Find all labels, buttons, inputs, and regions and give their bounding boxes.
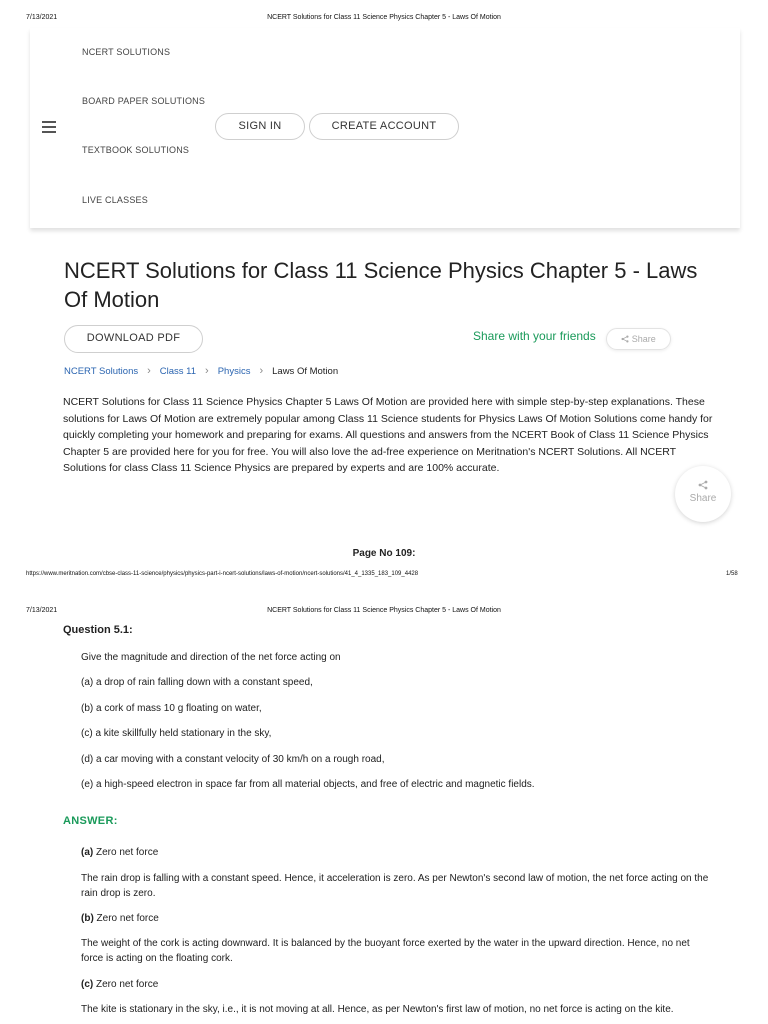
answer-b-heading	[81, 911, 711, 926]
answer-a-heading	[81, 845, 711, 860]
print-footer-page: 1/58	[726, 571, 738, 577]
chevron-right-icon: ›	[205, 365, 209, 377]
question-line: (e) a high-speed electron in space far from all material objects, and free of electric and magnetic fields.	[81, 779, 535, 790]
nav-link-live-classes[interactable]: LIVE CLASSES	[82, 195, 148, 205]
answer-b-text: The weight of the cork is acting downward. It is balanced by the buoyant force exerted by the water in the upward direction. Hence, no net force is acting on the floating cork.	[81, 938, 690, 964]
question-line: (d) a car moving with a constant velocity of 30 km/h on a rough road,	[81, 754, 385, 765]
breadcrumb-current: Laws Of Motion	[272, 365, 339, 377]
floating-share-label: Share	[689, 493, 717, 504]
download-pdf-button[interactable]: DOWNLOAD PDF	[64, 325, 203, 353]
page-number-heading: Page No 109:	[352, 548, 416, 559]
answer-a-label: (a)	[81, 847, 94, 858]
breadcrumb	[64, 365, 338, 377]
print-date: 7/13/2021	[26, 607, 58, 614]
print-title: NCERT Solutions for Class 11 Science Physics Chapter 5 - Laws Of Motion	[267, 607, 501, 614]
nav-link-textbook-solutions[interactable]: TEXTBOOK SOLUTIONS	[82, 145, 190, 155]
breadcrumb-class-11[interactable]: Class 11	[159, 365, 197, 377]
print-date: 7/13/2021	[26, 14, 58, 21]
answer-c-label: (c)	[81, 979, 94, 990]
chevron-right-icon: ›	[147, 365, 151, 377]
nav-link-ncert-solutions[interactable]: NCERT SOLUTIONS	[82, 47, 171, 57]
page-title: NCERT Solutions for Class 11 Science Physics Chapter 5 - Laws Of Motion	[64, 258, 698, 312]
answer-c-head: Zero net force	[93, 979, 159, 990]
answer-label: ANSWER:	[63, 815, 118, 827]
create-account-button[interactable]: CREATE ACCOUNT	[309, 113, 459, 140]
question-line: (b) a cork of mass 10 g floating on water,	[81, 703, 262, 714]
question-line: (a) a drop of rain falling down with a constant speed,	[81, 677, 313, 688]
print-footer-url: https://www.meritnation.com/cbse-class-11-science/physics/physics-part-i-ncert-solutions/laws-of-motion/ncert-solutions/41_4_1335_183_109_4428	[26, 571, 419, 577]
share-button-label: Share	[631, 334, 656, 344]
answer-c-heading	[81, 977, 711, 992]
sign-in-button[interactable]: SIGN IN	[215, 113, 305, 140]
answer-a-head: Zero net force	[93, 847, 159, 858]
breadcrumb-ncert-solutions[interactable]: NCERT Solutions	[64, 365, 139, 377]
share-icon	[621, 334, 632, 344]
nav-link-board-paper-solutions[interactable]: BOARD PAPER SOLUTIONS	[82, 96, 206, 106]
question-line: Give the magnitude and direction of the net force acting on	[81, 652, 341, 663]
answer-a-text: The rain drop is falling with a constant speed. Hence, it acceleration is zero. As per Newton's second law of motion, the net force acting on the rain drop is zero.	[81, 873, 709, 899]
share-button[interactable]	[606, 328, 671, 350]
floating-share-button[interactable]	[675, 466, 731, 522]
print-title: NCERT Solutions for Class 11 Science Physics Chapter 5 - Laws Of Motion	[267, 14, 501, 21]
answer-b-label: (b)	[81, 913, 94, 924]
chevron-right-icon: ›	[259, 365, 264, 377]
answer-b-head: Zero net force	[93, 913, 159, 924]
hamburger-menu-icon[interactable]	[42, 121, 56, 133]
answer-c-text: The kite is stationary in the sky, i.e., it is not moving at all. Hence, as per Newton's first law of motion, no net force is acting on the kite.	[81, 1004, 674, 1015]
intro-paragraph: NCERT Solutions for Class 11 Science Physics Chapter 5 Laws Of Motion are provided here with simple step-by-step explanations. These solutions for Laws Of Motion are extremely popular among Class 11 Science students for Physics Laws Of Motion Solutions come handy for quickly completing your homework and preparing for exams. All questions and answers from the NCERT Book of Class 11 Science Physics Chapter 5 are provided here for you for free. You will also love the ad-free experience on Meritnation's NCERT Solutions. All NCERT Solutions for class Class 11 Science Physics are prepared by experts and are 100% accurate.	[63, 396, 713, 474]
breadcrumb-physics[interactable]: Physics	[217, 365, 251, 377]
question-line: (c) a kite skillfully held stationary in the sky,	[81, 728, 272, 739]
share-with-friends-label: Share with your friends	[473, 329, 596, 343]
share-icon	[675, 466, 731, 493]
question-title: Question 5.1:	[63, 624, 133, 636]
